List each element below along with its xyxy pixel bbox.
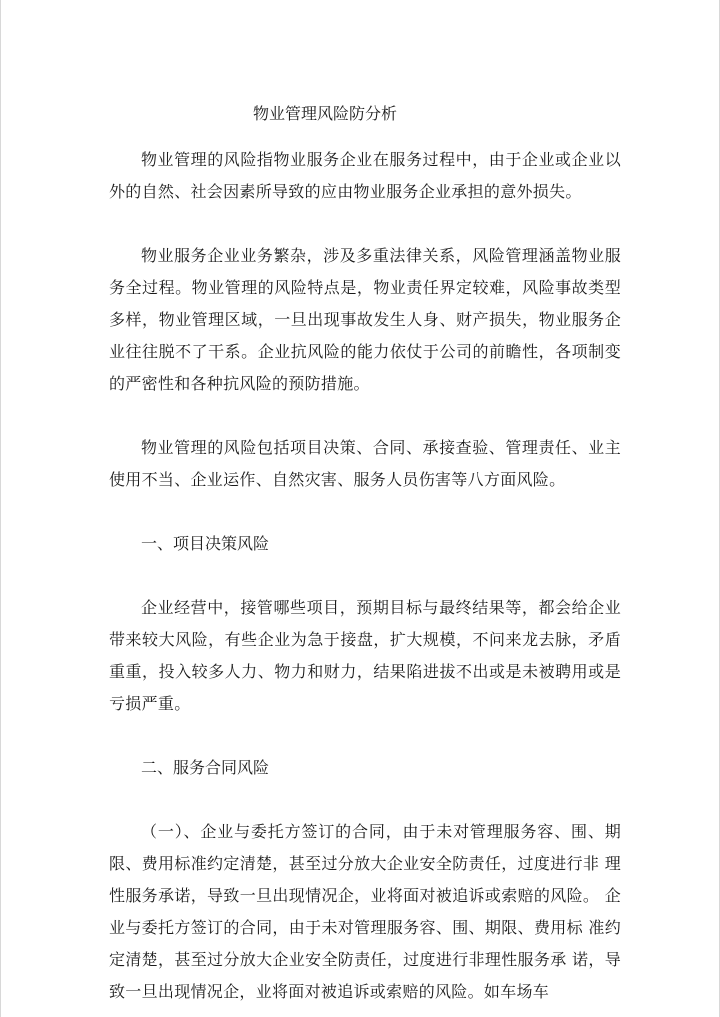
section-paragraph-service-contract: （一）、企业与委托方签订的合同，由于未对管理服务容、围、期 限、费用标准约定清楚，甚至过分放大企业安全防责任，过度进行非 理性服务承诺，导致一旦出现情况企，业将面对被追诉或索赔的风险。 企业与委托方签订的合同，由于未对管理服务容、围、期限、费用标 准约定清楚，甚至过分放大企业安全防责任，过度进行非理性服务承 诺，导致一旦出现情况企，业将面对被追诉或索赔的风险。如车场车 — [109, 822, 621, 1001]
section-heading-service-contract: 二、服务合同风险 — [141, 758, 270, 777]
intro-paragraph-1: 物业管理的风险指物业服务企业在服务过程中，由于企业或企业以外的自然、社会因素所导致的应由物业服务企业承担的意外损失。 — [109, 150, 621, 201]
section-heading-project-decision: 一、项目决策风险 — [141, 534, 270, 553]
intro-paragraph-2: 物业服务企业业务繁杂，涉及多重法律关系，风险管理涵盖物业服务全过程。物业管理的风险特点是，物业责任界定较难，风险事故类型多样，物业管理区域，一旦出现事故发生人身、财产损失，物业服务企业往往脱不了干系。企业抗风险的能力依仗于公司的前瞻性，各项制变的严密性和各种抗风险的预防措施。 — [109, 246, 621, 393]
intro-paragraph-3: 物业管理的风险包括项目决策、合同、承接查验、管理责任、业主使用不当、企业运作、自然灾害、服务人员伤害等八方面风险。 — [109, 438, 621, 489]
document-title: 物业管理风险防分析 — [253, 104, 398, 123]
document-body — [109, 98, 621, 1008]
section-paragraph-project-decision: 企业经营中，接管哪些项目，预期目标与最终结果等，都会给企业带来较大风险，有些企业为急于接盘，扩大规模，不问来龙去脉，矛盾重重，投入较多人力、物力和财力，结果陷进拔不出或是未被聘用或是亏损严重。 — [109, 598, 621, 713]
